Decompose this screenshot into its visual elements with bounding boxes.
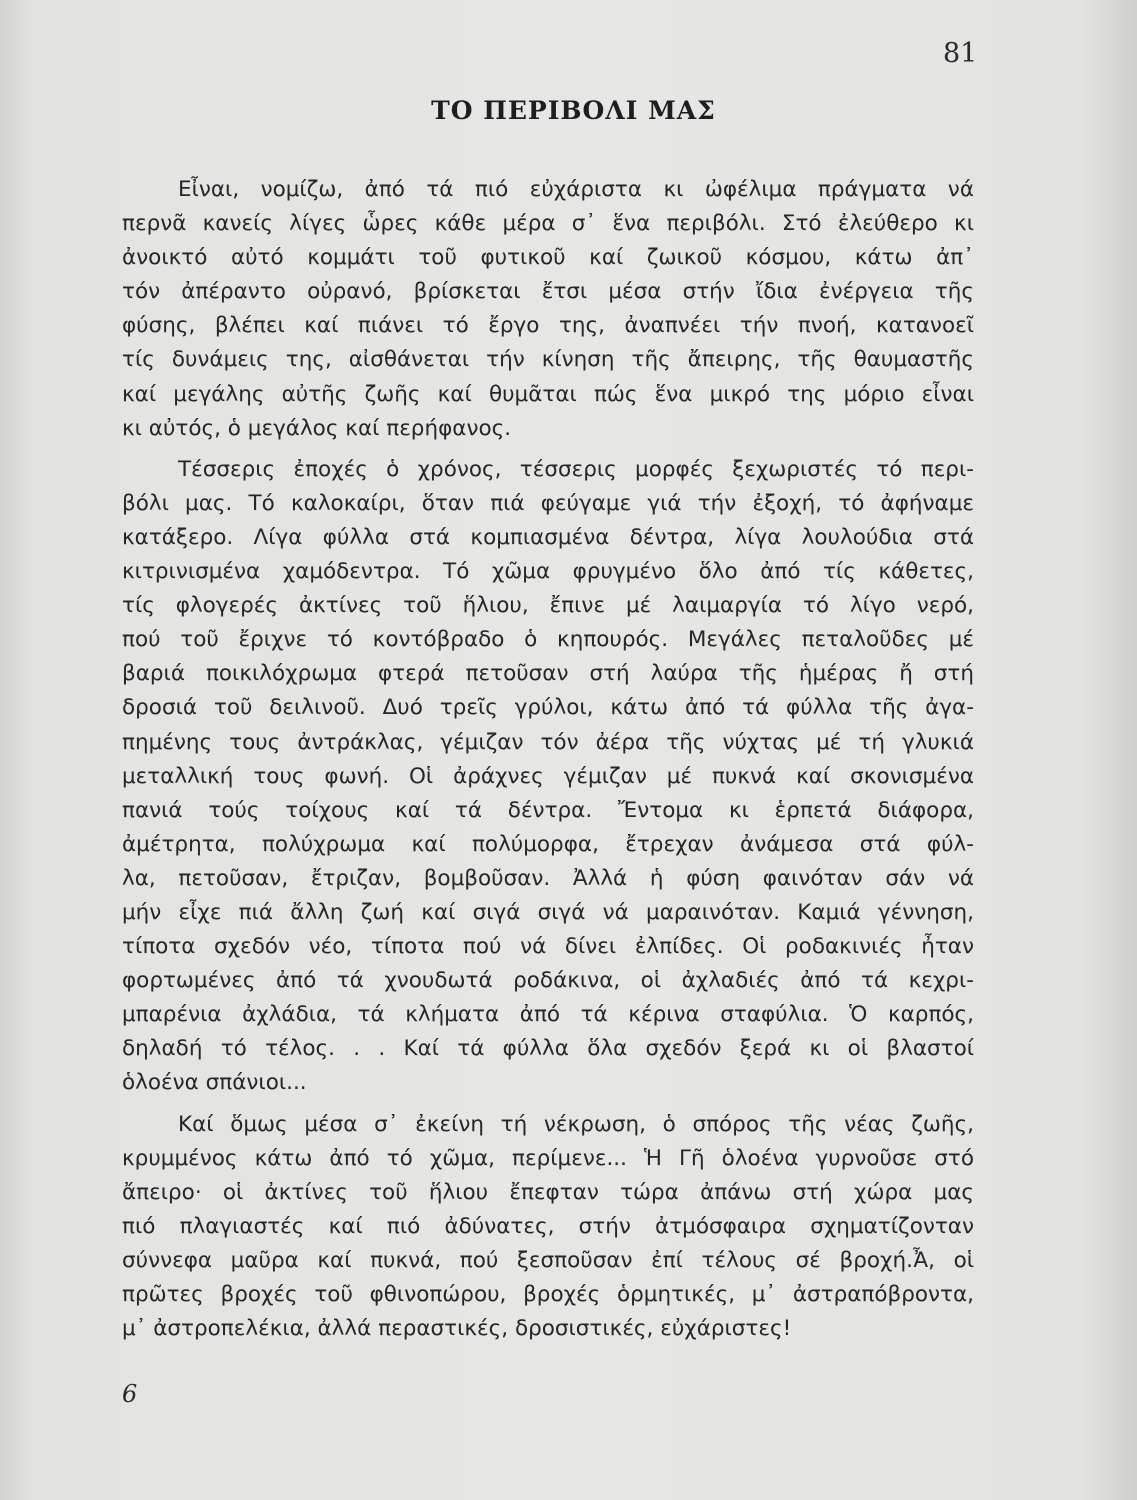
text-line: κιτρινισμένα χαμόδεντρα. Τό χῶμα φρυγμένο ὅλο ἀπό τίς κάθετες,	[122, 559, 974, 585]
text-line: ἀνοικτό αὐτό κομμάτι τοῦ φυτικοῦ καί ζωικοῦ κόσμου, κάτω ἀπ᾽	[122, 245, 974, 271]
text-line: μεταλλική τους φωνή. Οἱ ἀράχνες γέμιζαν μέ πυκνά καί σκονισμένα	[122, 763, 974, 789]
text-line: φύσης, βλέπει καί πιάνει τό ἔργο της, ἀναπνέει τήν πνοή, κατανοεῖ	[122, 313, 974, 339]
text-line: τίς φλογερές ἀκτίνες τοῦ ἥλιου, ἔπινε μέ λαιμαργία τό λίγο νερό,	[122, 593, 974, 619]
text-line: κατάξερο. Λίγα φύλλα στά κομπιασμένα δέντρα, λίγα λουλούδια στά	[122, 524, 974, 550]
text-line: Καί ὅμως μέσα σ᾽ ἐκείνη τή νέκρωση, ὁ σπόρος τῆς νέας ζωῆς,	[178, 1111, 974, 1137]
text-line: σύννεφα μαῦρα καί πυκνά, πού ξεσποῦσαν ἐπί τέλους σέ βροχή.Ἆ, οἱ	[122, 1247, 974, 1273]
text-line: τόν ἀπέραντο οὐρανό, βρίσκεται ἔτσι μέσα στήν ἴδια ἐνέργεια τῆς	[122, 279, 974, 305]
text-line: ἀμέτρητα, πολύχρωμα καί πολύμορφα, ἔτρεχαν ἀνάμεσα στά φύλ-	[122, 831, 974, 857]
text-line: Εἶναι, νομίζω, ἀπό τά πιό εὐχάριστα κι ὠφέλιμα πράγματα νά	[178, 177, 974, 202]
text-line: ἄπειρο· οἱ ἀκτίνες τοῦ ἥλιου ἔπεφταν τώρα ἀπάνω στή χώρα μας	[122, 1179, 974, 1205]
text-line: βόλι μας. Τό καλοκαίρι, ὅταν πιά φεύγαμε γιά τήν ἐξοχή, τό ἀφήναμε	[122, 490, 974, 516]
text-line: μήν εἶχε πιά ἄλλη ζωή καί σιγά σιγά νά μαραινόταν. Καμιά γέννηση,	[122, 899, 974, 925]
text-line: κρυμμένος κάτω ἀπό τό χῶμα, περίμενε... Ἡ Γῆ ὁλοένα γυρνοῦσε στό	[122, 1145, 974, 1171]
body-text	[122, 173, 974, 1346]
text-line: βαριά ποικιλόχρωμα φτερά πετοῦσαν στή λαύρα τῆς ἡμέρας ἤ στή	[122, 661, 974, 687]
page-title: ΤΟ ΠΕΡΙΒΟΛΙ ΜΑΣ	[431, 96, 716, 125]
text-line: πρῶτες βροχές τοῦ φθινοπώρου, βροχές ὁρμητικές, μ᾽ ἀστραπόβροντα,	[122, 1282, 974, 1307]
text-line: μπαρένια ἀχλάδια, τά κλήματα ἀπό τά κέρινα σταφύλια. Ὁ καρπός,	[122, 1002, 974, 1028]
text-line: δροσιά τοῦ δειλινοῦ. Δυό τρεῖς γρύλοι, κάτω ἀπό τά φύλλα τῆς ἀγα-	[122, 695, 974, 721]
text-line: πανιά τούς τοίχους καί τά δέντρα. Ἔντομα κι ἑρπετά διάφορα,	[122, 797, 974, 823]
signature-mark: 6	[122, 1380, 138, 1408]
text-line: μ᾽ ἀστροπελέκια, ἀλλά περαστικές, δροσιστικές, εὐχάριστες!	[122, 1316, 792, 1342]
text-line: τίποτα σχεδόν νέο, τίποτα πού νά δίνει ἐλπίδες. Οἱ ροδακινιές ἦταν	[122, 934, 974, 960]
text-line: πημένης τους ἀντράκλας, γέμιζαν τόν ἀέρα τῆς νύχτας μέ τή γλυκιά	[122, 729, 974, 755]
text-line: πού τοῦ ἔριχνε τό κοντόβραδο ὁ κηπουρός. Μεγάλες πεταλοῦδες μέ	[122, 627, 974, 653]
text-line: δηλαδή τό τέλος. . . Καί τά φύλλα ὅλα σχεδόν ξερά κι οἱ βλαστοί	[122, 1036, 974, 1062]
text-line: τίς δυνάμεις της, αἰσθάνεται τήν κίνηση τῆς ἄπειρης, τῆς θαυμαστῆς	[122, 347, 974, 373]
text-line: φορτωμένες ἀπό τά χνουδωτά ροδάκινα, οἱ ἀχλαδιές ἀπό τά κεχρι-	[122, 968, 974, 994]
text-line: περνᾶ κανείς λίγες ὧρες κάθε μέρα σ᾽ ἕνα περιβόλι. Στό ἐλεύθερο κι	[122, 211, 974, 237]
text-line: ὁλοένα σπάνιοι...	[122, 1070, 307, 1096]
text-line: λα, πετοῦσαν, ἔτριζαν, βομβοῦσαν. Ἀλλά ἡ φύση φαινόταν σάν νά	[122, 865, 974, 891]
text-line: καί μεγάλης αὐτῆς ζωῆς καί θυμᾶται πώς ἕνα μικρό της μόριο εἶναι	[122, 381, 974, 407]
text-line: Τέσσερις ἐποχές ὁ χρόνος, τέσσερις μορφές ξεχωριστές τό περι-	[178, 456, 974, 482]
text-line: κι αὐτός, ὁ μεγάλος καί περήφανος.	[122, 415, 512, 441]
text-line: πιό πλαγιαστές καί πιό ἀδύνατες, στήν ἀτμόσφαιρα σχηματίζονταν	[122, 1213, 974, 1239]
page-number: 81	[943, 38, 978, 69]
